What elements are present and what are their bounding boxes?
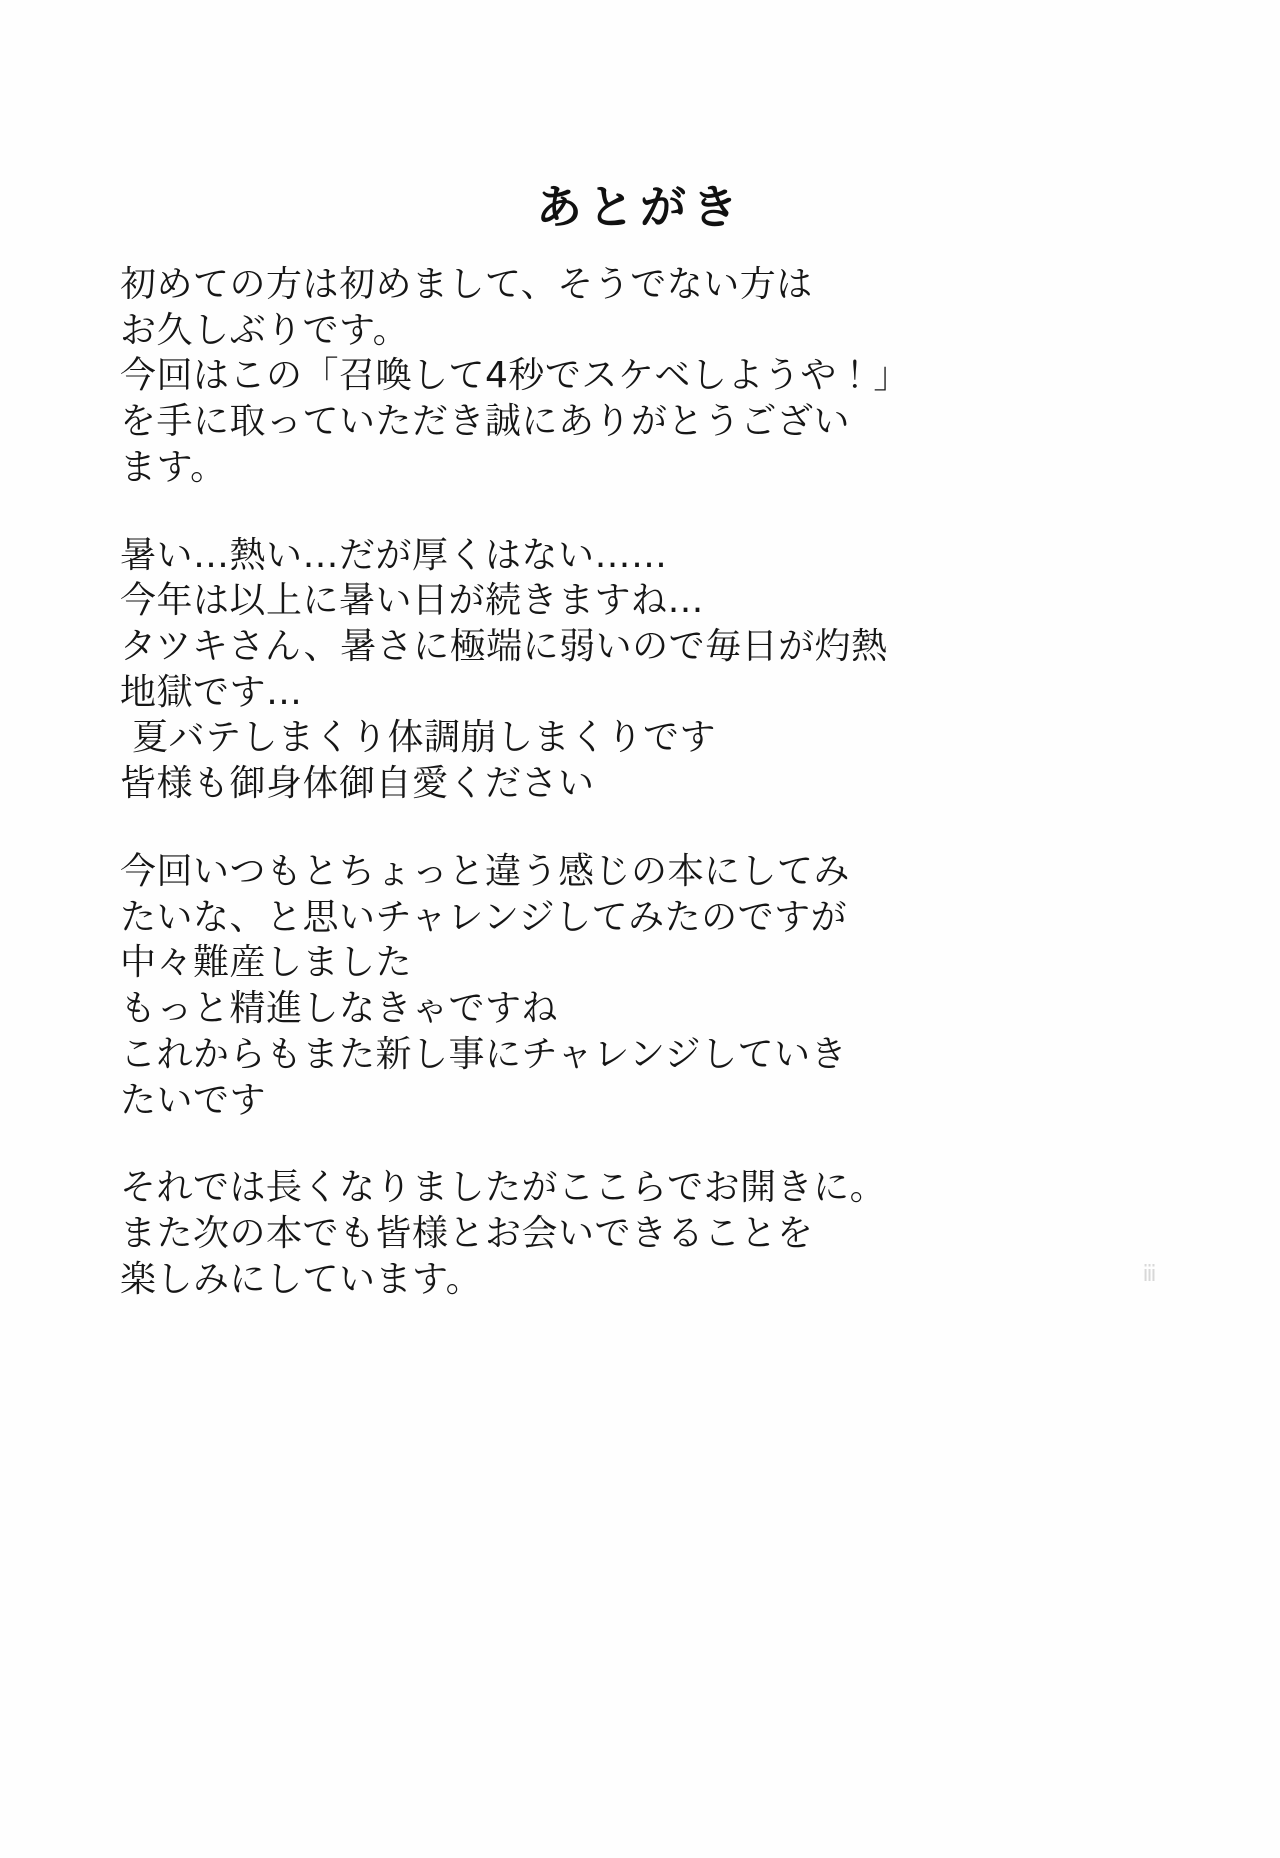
- text-line: 初めての方は初めまして、そうでない方は: [120, 264, 813, 305]
- paragraph-closing: [120, 1165, 1120, 1302]
- text-line: また次の本でも皆様とお会いできることを: [120, 1212, 814, 1254]
- text-line: 今回いつもとちょっと違う感じの本にしてみ: [120, 850, 851, 892]
- text-line: お久しぶりです。: [120, 309, 410, 351]
- text-line: これからもまた新し事にチャレンジしていき: [120, 1033, 848, 1075]
- text-line: 楽しみにしています。: [120, 1258, 483, 1300]
- text-line: もっと精進しなきゃですね: [120, 988, 559, 1030]
- text-line: 皆様も御身体御自愛ください: [120, 763, 595, 805]
- text-line: タツキさん、暑さに極端に弱いので毎日が灼熱: [120, 626, 888, 668]
- text-line: 暑い…熱い…だが厚くはない……: [120, 534, 668, 576]
- afterword-body: [120, 262, 1120, 1302]
- text-line: それでは長くなりましたがここらでお開きに。: [120, 1167, 887, 1209]
- paragraph-summer-heat: [120, 533, 1120, 807]
- paragraph-greeting: [120, 262, 1120, 491]
- paragraph-challenge: [120, 849, 1120, 1123]
- text-line: 今年は以上に暑い日が続きますね…: [120, 580, 705, 622]
- text-line: 夏バテしまくり体調崩しまくりです: [120, 717, 716, 759]
- text-line: 地獄です…: [120, 671, 303, 713]
- faint-page-mark: ⅲ: [1137, 1262, 1162, 1289]
- text-line: 今回はこの「召喚して4秒でスケベしようや！」: [120, 355, 910, 397]
- text-line: 中々難産しました: [120, 942, 413, 984]
- page-title: あとがき: [536, 179, 744, 234]
- text-line: ます。: [120, 446, 227, 488]
- text-line: を手に取っていただき誠にありがとうござい: [120, 401, 851, 443]
- text-line: たいな、と思いチャレンジしてみたのですが: [120, 896, 848, 938]
- text-line: たいです: [120, 1079, 267, 1121]
